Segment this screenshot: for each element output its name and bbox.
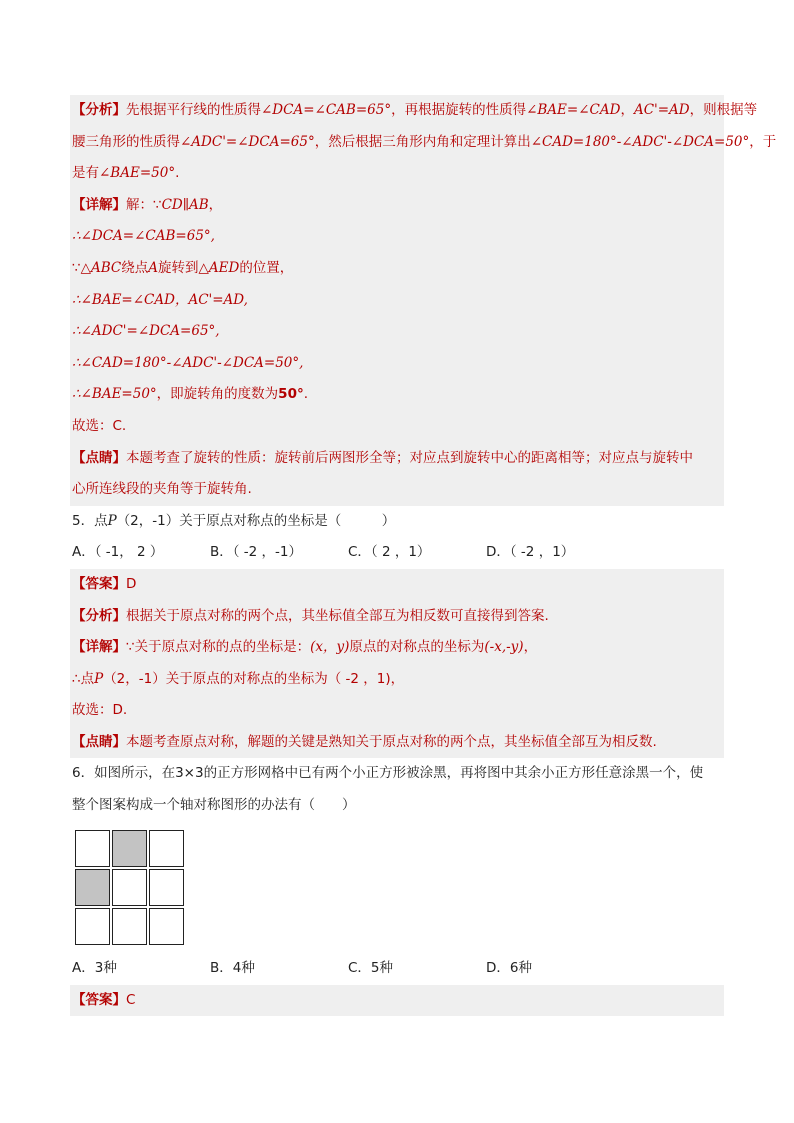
q5-answer: 【答案】D xyxy=(72,575,137,592)
grid-cell-1-1 xyxy=(112,869,147,906)
grid-cell-2-2 xyxy=(149,908,184,945)
grid-cell-2-0 xyxy=(75,908,110,945)
grid-cell-2-1 xyxy=(112,908,147,945)
q5-option-a: A．（ -1， 2 ） xyxy=(72,544,164,561)
grid-cell-0-2 xyxy=(149,830,184,867)
grid-cell-0-1 xyxy=(112,830,147,867)
q6-stem-line-1: 6．如图所示，在3×3的正方形网格中已有两个小正方形被涂黑，再将图中其余小正方形任意涂黑一个，使 xyxy=(72,765,704,782)
q4-analysis-line-2: 腰三角形的性质得∠ADC'=∠DCA=65°，然后根据三角形内角和定理计算出∠CAD=180°-∠ADC'-∠DCA=50°，于 xyxy=(72,133,777,150)
q5-options xyxy=(70,537,724,569)
q6-grid-figure xyxy=(75,830,186,947)
q4-comment-line-1: 【点睛】本题考查了旋转的性质：旋转前后两图形全等；对应点到旋转中心的距离相等；对应点与旋转中 xyxy=(72,449,693,466)
q5-stem: 5．点P（2，-1）关于原点对称点的坐标是（ ） xyxy=(72,512,396,529)
q6-stem-line-2: 整个图案构成一个轴对称图形的办法有（ ） xyxy=(72,797,356,814)
grid-cell-0-0 xyxy=(75,830,110,867)
q6-option-c: C．5种 xyxy=(348,960,394,976)
q4-comment-line-2: 心所连线段的夹角等于旋转角. xyxy=(72,481,252,498)
grid-cell-1-2 xyxy=(149,869,184,906)
q4-detail-line-1: 【详解】解：∵CD∥AB， xyxy=(72,196,223,213)
q5-detail-1: 【详解】∵关于原点对称的点的坐标是：(x，y)原点的对称点的坐标为(-x,-y)， xyxy=(72,639,538,656)
q4-choice: 故选：C. xyxy=(72,417,127,434)
grid-cell-1-0 xyxy=(75,869,110,906)
q4-step-3: ∴∠BAE=∠CAD，AC'=AD, xyxy=(72,291,248,308)
q6-option-a: A．3种 xyxy=(72,960,117,976)
q5-analysis: 【分析】根据关于原点对称的两个点，其坐标值全部互为相反数可直接得到答案. xyxy=(72,607,549,624)
q4-step-2: ∵△ABC绕点A旋转到△AED的位置， xyxy=(72,259,294,276)
comment-tag: 【点睛】 xyxy=(72,449,126,466)
q5-choice: 故选：D. xyxy=(72,702,128,719)
q4-solution-block xyxy=(70,95,777,506)
document-page xyxy=(70,95,777,822)
q4-analysis-line-3: 是有∠BAE=50°. xyxy=(72,165,180,182)
q4-step-4: ∴∠ADC'=∠DCA=65°, xyxy=(72,323,220,340)
analysis-tag: 【分析】 xyxy=(72,102,126,118)
q5-option-b: B．（ -2 ，-1） xyxy=(210,544,303,561)
q4-analysis-line-1: 【分析】先根据平行线的性质得∠DCA=∠CAB=65°，再根据旋转的性质得∠BAE=∠CAD，AC'=AD，则根据等 xyxy=(72,102,758,118)
q5-solution-block xyxy=(70,569,724,759)
q6-option-d: D．6种 xyxy=(486,960,532,976)
q6-option-b: B．4种 xyxy=(210,960,255,976)
q4-step-1: ∴∠DCA=∠CAB=65°, xyxy=(72,228,215,245)
q4-step-6: ∴∠BAE=50°，即旋转角的度数为50°. xyxy=(72,386,309,403)
q6-options xyxy=(70,953,724,985)
q5-detail-2: ∴点P（2，-1）关于原点的对称点的坐标为（ -2 ，1)， xyxy=(72,670,405,687)
q5-option-c: C．（ 2 ，1） xyxy=(348,544,431,561)
q5-option-d: D．（ -2 ，1） xyxy=(486,544,575,561)
q6-answer: 【答案】C xyxy=(70,985,724,1017)
q4-step-5: ∴∠CAD=180°-∠ADC'-∠DCA=50°, xyxy=(72,354,304,371)
detail-tag: 【详解】 xyxy=(72,196,126,213)
q5-comment: 【点睛】本题考查原点对称，解题的关键是熟知关于原点对称的两个点，其坐标值全部互为相反数. xyxy=(72,733,657,750)
q6-after-figure xyxy=(70,953,724,1016)
